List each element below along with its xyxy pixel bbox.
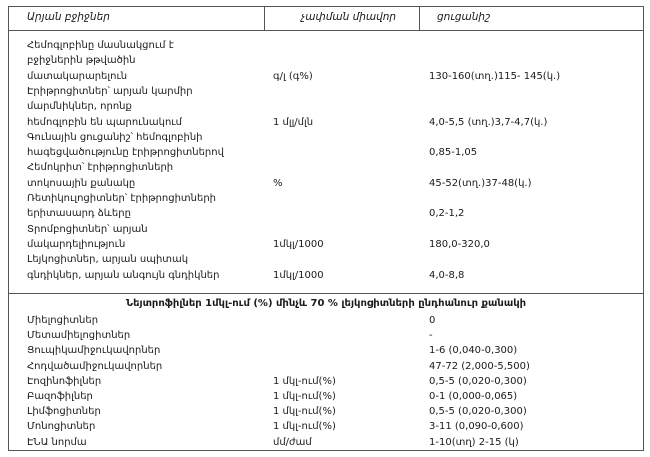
cell-name: Ռետիկուլոցիտներ՝ էրիթրոցիտների (27, 193, 217, 204)
cell-name: Տրոմբոցիտներ՝ արյան (27, 223, 148, 235)
cell-unit: մմ/ժամ (273, 436, 312, 448)
cell-unit: 1 մկլ-ում(%) (273, 391, 336, 402)
cell-unit: 1 մկլ-ում(%) (273, 406, 336, 418)
cell-value: 47-72 (2,000-5,500) (429, 360, 530, 372)
cell-value: 180,0-320,0 (429, 238, 490, 250)
table-header (9, 7, 643, 31)
cell-name: գնդիկներ, արյան անգույն գնդիկներ (27, 269, 220, 281)
cell-value: - (429, 330, 433, 342)
cell-value: 1-10(տղ) 2-15 (կ) (429, 436, 519, 448)
cell-value: 4,0-5,5 (տղ.)3,7-4,7(կ.) (429, 116, 548, 128)
cell-value: 0,2-1,2 (429, 208, 465, 220)
cell-value: 130-160(տղ.)115- 145(կ.) (429, 70, 561, 82)
table-row (9, 54, 643, 67)
table-row (9, 177, 643, 190)
cell-value: 0,5-5 (0,020-0,300) (429, 406, 527, 418)
cell-unit: գ/լ (գ%) (273, 70, 313, 82)
cell-name: բջիջներին թթվածին (27, 55, 136, 67)
cell-value: 0 (429, 315, 436, 326)
table-row (9, 390, 643, 403)
table-row (9, 238, 643, 251)
cell-name: Գունային ցուցանիշ՝ հեմոգլոբինի (27, 131, 203, 143)
cell-name: հեմոգլոբին են պարունակում (27, 116, 182, 128)
cell-name: ԷՆԱ նորմա (27, 436, 87, 448)
column-divider (419, 7, 420, 31)
table-row (9, 116, 643, 129)
cell-name: Բազոֆիլներ (27, 391, 93, 402)
header-unit: չափման միավոր (301, 11, 397, 23)
section-title: Նեյտրոֆիլներ 1մկլ-ում (%) մինչև 70 % լեյկոցիտների ընդհանուր քանակի (125, 298, 527, 309)
cell-value: 4,0-8,8 (429, 269, 465, 281)
table-row (9, 375, 643, 388)
table-row (9, 269, 643, 282)
table-row (9, 131, 643, 144)
table-row (9, 436, 643, 449)
cell-value: 45-52(տղ.)37-48(կ.) (429, 177, 532, 189)
cell-name: Մետամիելոցիտներ (27, 330, 131, 342)
table-row (9, 192, 643, 205)
cell-name: Լեյկոցիտներ, արյան սպիտակ (27, 254, 189, 266)
cell-value: 0-1 (0,000-0,065) (429, 391, 518, 402)
table-row (9, 146, 643, 159)
cell-name: Հոդվածամիջուկավորներ (27, 360, 163, 372)
table-row (9, 207, 643, 220)
cell-name: Հեմոկրիտ՝ էրիթրոցիտների (27, 162, 174, 174)
cell-value: 3-11 (0,090-0,600) (429, 421, 524, 433)
cell-name: Լիմֆոցիտներ (27, 406, 101, 418)
table-row (9, 314, 643, 327)
cell-name: Էոզինոֆիլներ (27, 375, 102, 387)
table-row (9, 329, 643, 342)
cell-value: 0,85-1,05 (429, 147, 478, 159)
cell-name: երիտասարդ ձևերը (27, 208, 131, 220)
cell-unit: 1 մկլ-ում(%) (273, 421, 336, 433)
cell-value: 1-6 (0,040-0,300) (429, 345, 518, 357)
column-divider (264, 7, 265, 31)
cell-name: Միելոցիտներ (27, 315, 99, 326)
table-row (9, 39, 643, 52)
cell-name: մակարդելիություն (27, 238, 126, 250)
cell-name: Ցուպիկամիջուկավորներ (27, 345, 161, 357)
table-row (9, 161, 643, 174)
table-row (9, 100, 643, 113)
table-row (9, 223, 643, 236)
table-row (9, 253, 643, 266)
cell-name: մատակարարելուն (27, 70, 128, 82)
cell-name: Հեմոգլոբինը մասնակցում է (27, 40, 174, 51)
header-value: ցուցանիշ (437, 11, 491, 23)
table-row (9, 405, 643, 418)
table-row (9, 420, 643, 433)
cell-name: մարմնիկներ, որոնք (27, 101, 132, 113)
cell-unit: 1մկլ/1000 (273, 238, 324, 250)
table-row (9, 344, 643, 357)
cell-unit: 1 մլլ/մլն (273, 116, 314, 128)
blood-table (8, 6, 644, 451)
cell-unit: % (273, 177, 283, 189)
cell-name: տոկոսային քանակը (27, 177, 136, 189)
cell-unit: 1մկլ/1000 (273, 269, 324, 281)
section-divider (9, 293, 643, 294)
cell-name: Մոնոցիտներ (27, 421, 96, 433)
cell-name: հագեցվածությունը էրիթրոցիտներով (27, 147, 224, 159)
table-row (9, 70, 643, 83)
table-row (9, 85, 643, 98)
header-cells: Արյան բջիջներ (27, 11, 110, 23)
table-row (9, 360, 643, 373)
cell-value: 0,5-5 (0,020-0,300) (429, 375, 527, 387)
cell-name: Էրիթրոցիտներ՝ արյան կարմիր (27, 85, 193, 97)
cell-unit: 1 մկլ-ում(%) (273, 375, 336, 387)
